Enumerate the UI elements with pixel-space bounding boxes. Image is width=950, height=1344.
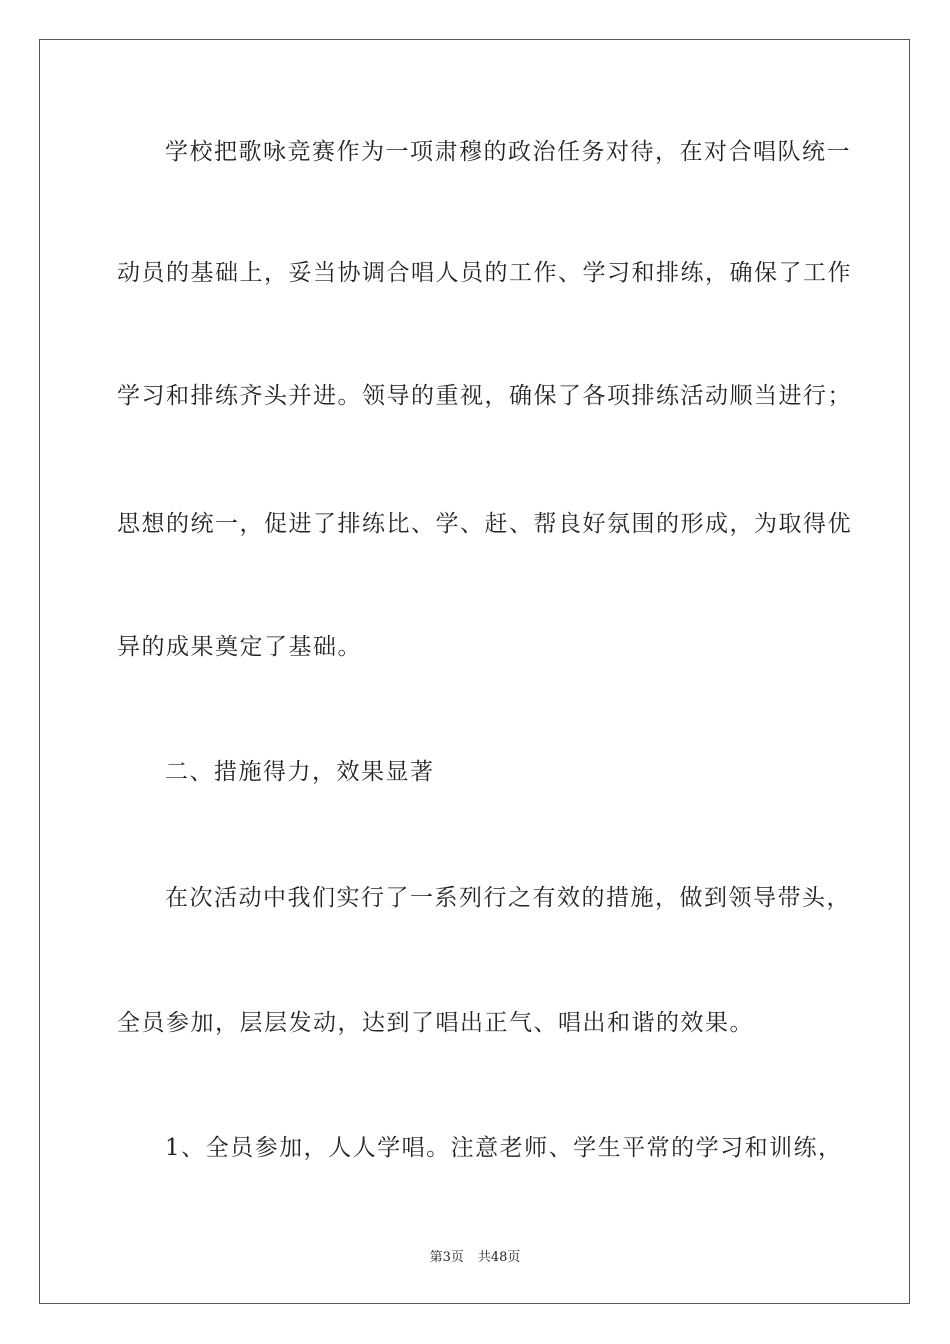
paragraph-1-line-3: 学习和排练齐头并进。领导的重视，确保了各项排练活动顺当进行； <box>117 383 852 409</box>
paragraph-2-line-1: 在次活动中我们实行了一系列行之有效的措施，做到领导带头， <box>165 885 851 911</box>
paragraph-1-line-1: 学校把歌咏竞赛作为一项肃穆的政治任务对待，在对合唱队统一 <box>165 139 851 165</box>
paragraph-1-line-2: 动员的基础上，妥当协调合唱人员的工作、学习和排练，确保了工作 <box>117 260 852 286</box>
page-border <box>39 39 910 1304</box>
paragraph-1-line-5: 异的成果奠定了基础。 <box>117 634 362 660</box>
paragraph-3-line-1: 1、全员参加，人人学唱。注意老师、学生平常的学习和训练， <box>165 1135 843 1161</box>
page-number: 第3页 <box>429 1250 464 1265</box>
page-footer <box>0 1246 950 1265</box>
section-heading: 二、措施得力，效果显著 <box>165 759 435 785</box>
paragraph-1-line-4: 思想的统一，促进了排练比、学、赶、帮良好氛围的形成，为取得优 <box>117 511 852 537</box>
paragraph-2-line-2: 全员参加，层层发动，达到了唱出正气、唱出和谐的效果。 <box>117 1010 754 1036</box>
page-total: 共48页 <box>477 1250 521 1265</box>
